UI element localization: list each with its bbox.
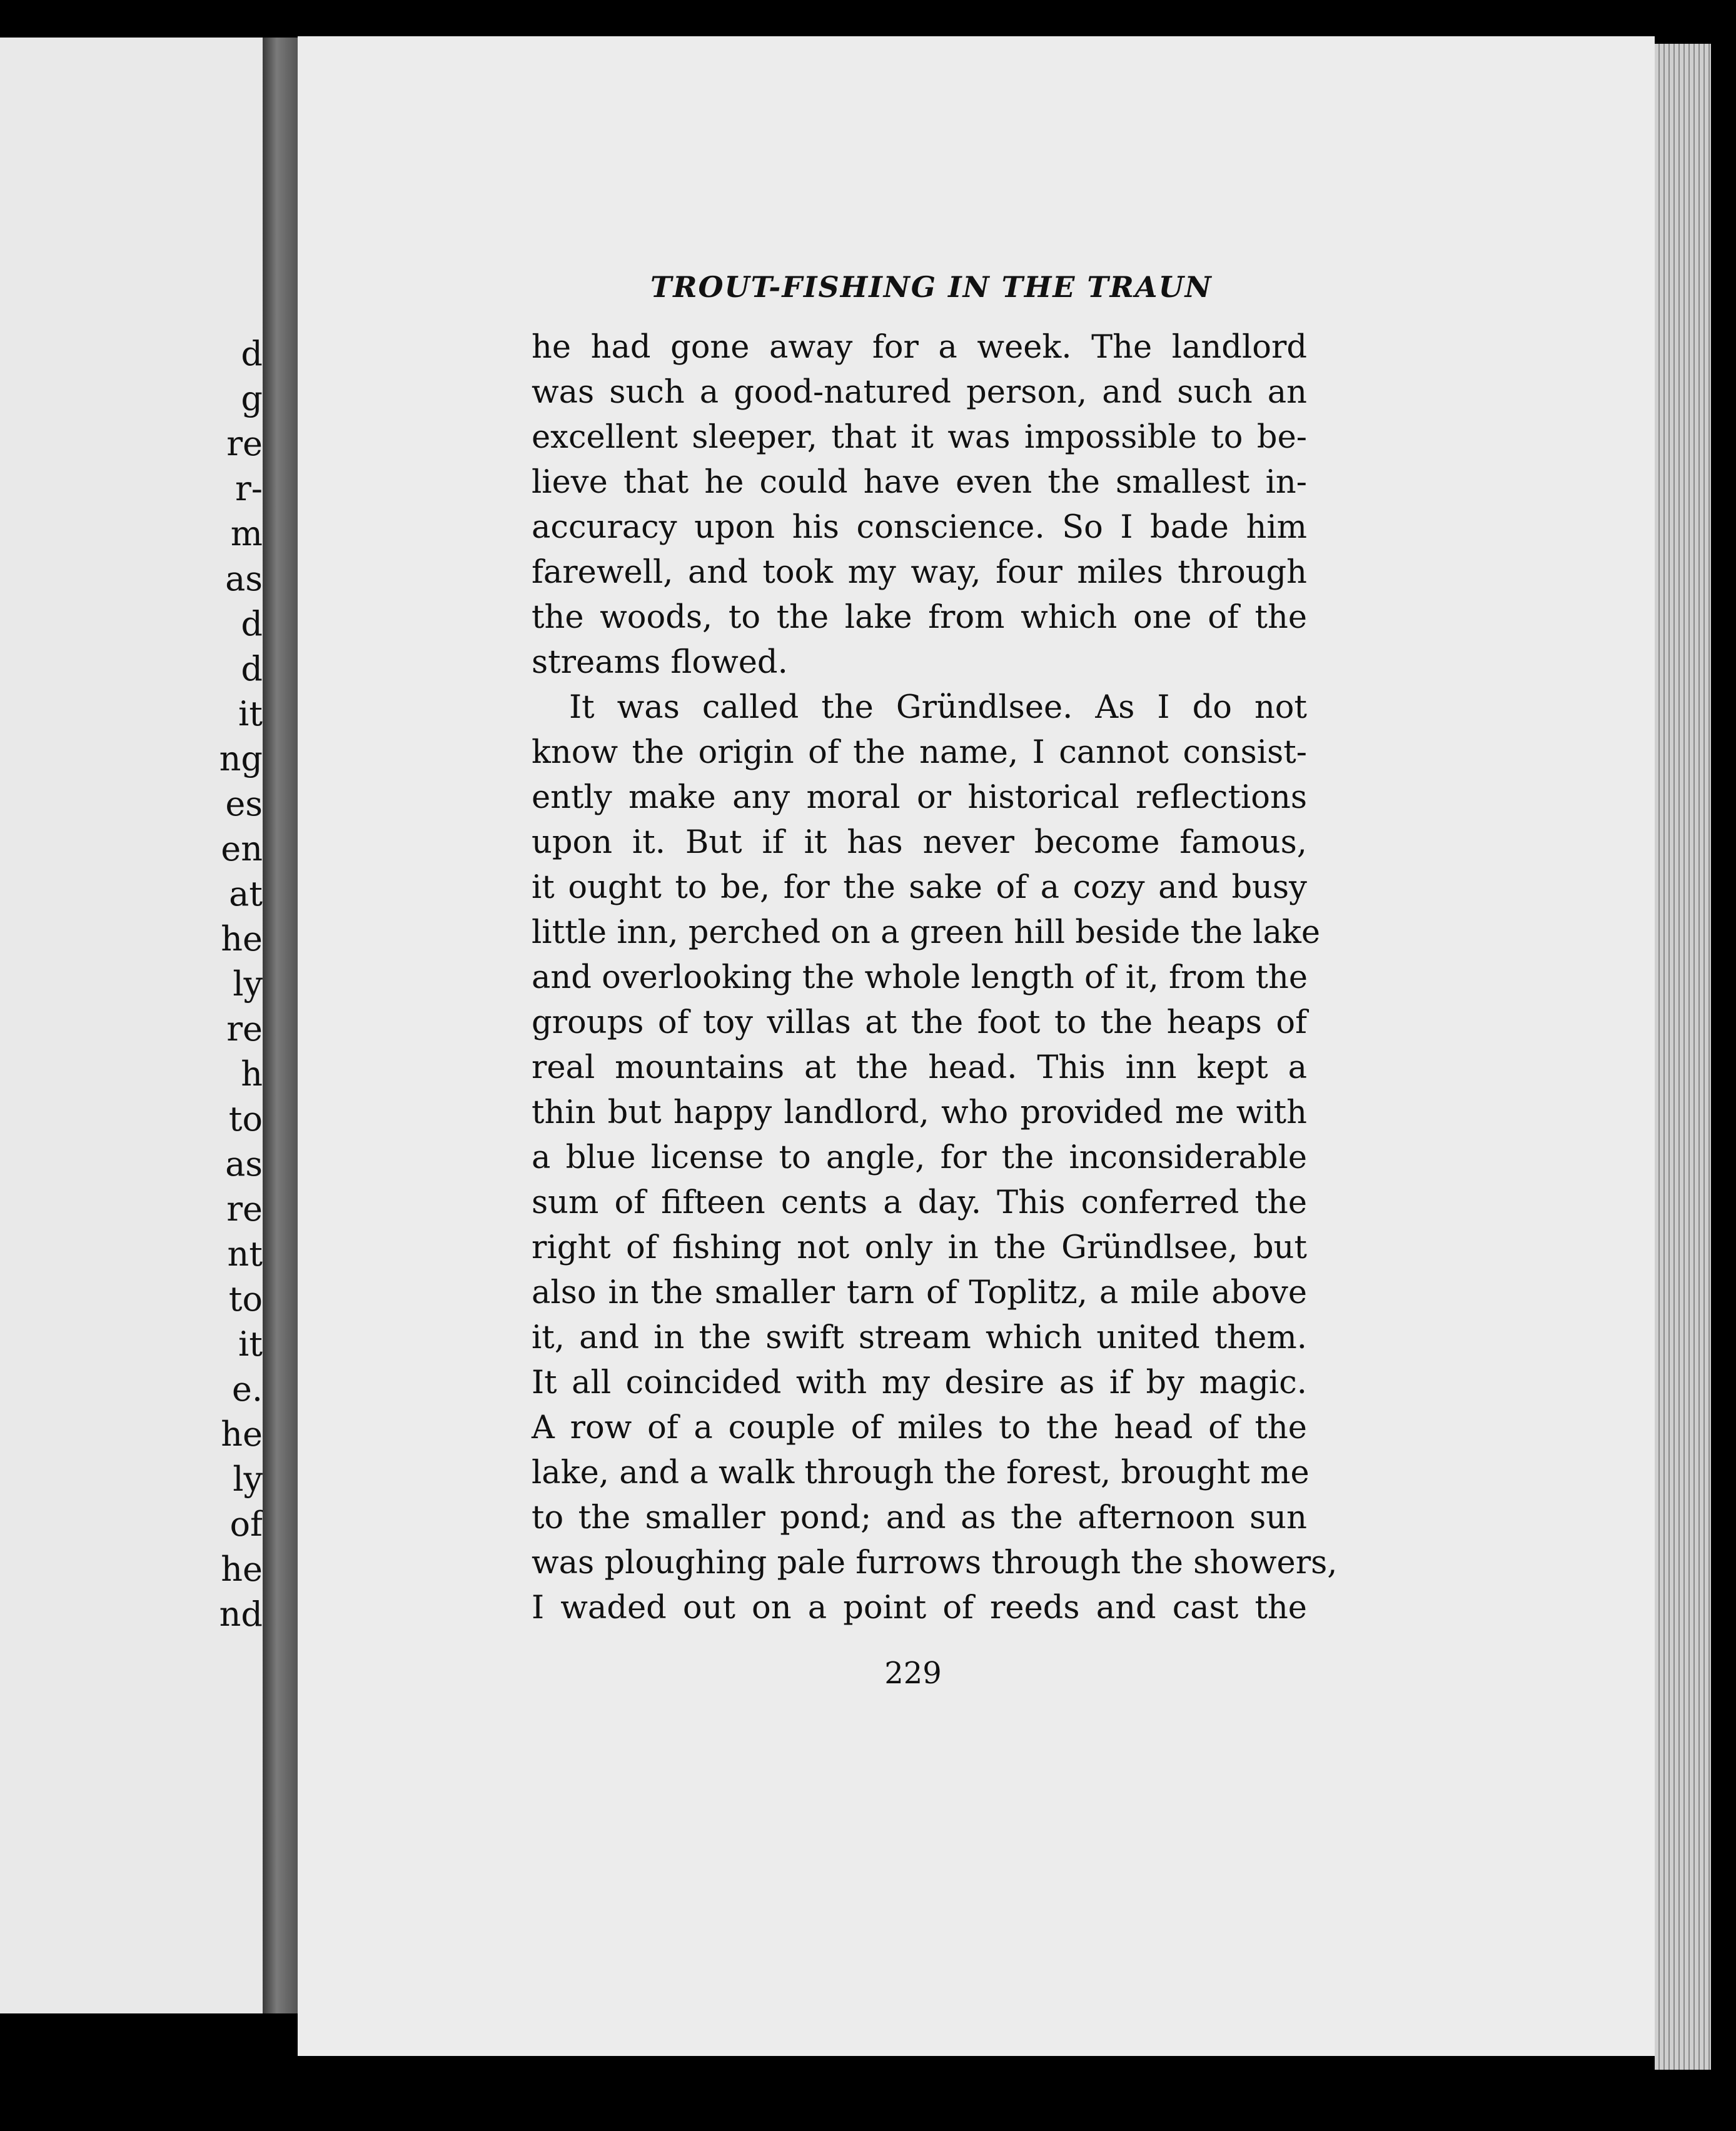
page-number: 229 — [884, 1656, 942, 1691]
left-page-fragment: ng — [219, 739, 263, 778]
left-page-fragment: he — [221, 1414, 263, 1454]
text-line: I waded out on a point of reeds and cast the — [532, 1589, 1307, 1626]
text-line: lake, and a walk through the forest, brought me — [532, 1454, 1310, 1491]
left-page-fragment: es — [225, 784, 263, 824]
left-page-fragment: he — [221, 919, 263, 959]
text-line: little inn, perched on a green hill beside the lake — [532, 914, 1321, 951]
left-page-fragment: g — [241, 379, 263, 418]
text-line: accuracy upon his conscience. So I bade him — [532, 509, 1307, 546]
left-facing-page — [0, 38, 263, 2013]
text-line: upon it. But if it has never become famous, — [532, 824, 1307, 861]
text-line: thin but happy landlord, who provided me with — [532, 1094, 1307, 1131]
left-page-fragment: ly — [233, 1459, 263, 1499]
left-page-fragment: r- — [235, 469, 263, 508]
text-line: was such a good-natured person, and such an — [532, 374, 1307, 411]
text-line: right of fishing not only in the Gründlsee, but — [532, 1229, 1307, 1266]
left-page-fragment: re — [226, 1189, 263, 1229]
text-line: a blue license to angle, for the inconsiderable — [532, 1139, 1307, 1176]
text-line: A row of a couple of miles to the head of the — [532, 1409, 1307, 1446]
text-line: real mountains at the head. This inn kept a — [532, 1049, 1307, 1086]
left-page-fragment: as — [225, 1144, 263, 1184]
text-line: It all coincided with my desire as if by magic. — [532, 1364, 1307, 1401]
left-page-fragment: e. — [231, 1369, 263, 1409]
text-line: farewell, and took my way, four miles through — [532, 554, 1307, 591]
text-line: the woods, to the lake from which one of the — [532, 599, 1307, 636]
text-line: and overlooking the whole length of it, from the — [532, 959, 1308, 996]
left-page-fragment: at — [229, 874, 263, 914]
text-line: it, and in the swift stream which united them. — [532, 1319, 1307, 1356]
left-page-fragment: m — [230, 514, 263, 553]
left-page-fragment: it — [238, 1324, 263, 1364]
text-line: he had gone away for a week. The landlord — [532, 329, 1307, 366]
text-line: also in the smaller tarn of Toplitz, a mile above — [532, 1274, 1307, 1311]
paragraph-first-line: It was called the Gründlsee. As I do not — [569, 689, 1307, 726]
left-page-fragment: re — [226, 424, 263, 463]
book-gutter — [263, 38, 298, 2013]
text-line: groups of toy villas at the foot to the heaps of — [532, 1004, 1307, 1041]
text-line: sum of fifteen cents a day. This conferred the — [532, 1184, 1307, 1221]
left-page-fragment: d — [241, 334, 263, 373]
left-page-fragment: nt — [227, 1234, 263, 1274]
left-page-fragment: to — [228, 1279, 263, 1319]
left-page-fragment: re — [226, 1009, 263, 1049]
text-line: to the smaller pond; and as the afternoon sun — [532, 1499, 1307, 1536]
text-line: lieve that he could have even the smallest in- — [532, 464, 1307, 501]
page-edges — [1655, 44, 1711, 2070]
left-page-fragment: it — [238, 694, 263, 733]
left-page-fragment: en — [221, 829, 263, 869]
left-page-fragment: h — [241, 1054, 263, 1094]
left-page-fragment: as — [225, 559, 263, 598]
running-head: TROUT-FISHING IN THE TRAUN — [650, 270, 1213, 304]
text-line: know the origin of the name, I cannot consist- — [532, 734, 1307, 771]
text-line: was ploughing pale furrows through the showers, — [532, 1544, 1338, 1581]
left-page-fragment: nd — [219, 1594, 263, 1634]
left-page-fragment: ly — [233, 964, 263, 1004]
text-line: streams flowed. — [532, 644, 788, 681]
left-page-fragment: to — [228, 1099, 263, 1139]
left-page-fragment: he — [221, 1549, 263, 1589]
text-line: it ought to be, for the sake of a cozy and busy — [532, 869, 1307, 906]
body-text — [532, 325, 1338, 1631]
text-line: ently make any moral or historical reflections — [532, 779, 1307, 816]
left-page-fragment: d — [241, 604, 263, 643]
left-page-fragment: of — [230, 1504, 263, 1544]
left-page-fragment: d — [241, 649, 263, 688]
text-line: excellent sleeper, that it was impossible to be- — [532, 419, 1307, 456]
